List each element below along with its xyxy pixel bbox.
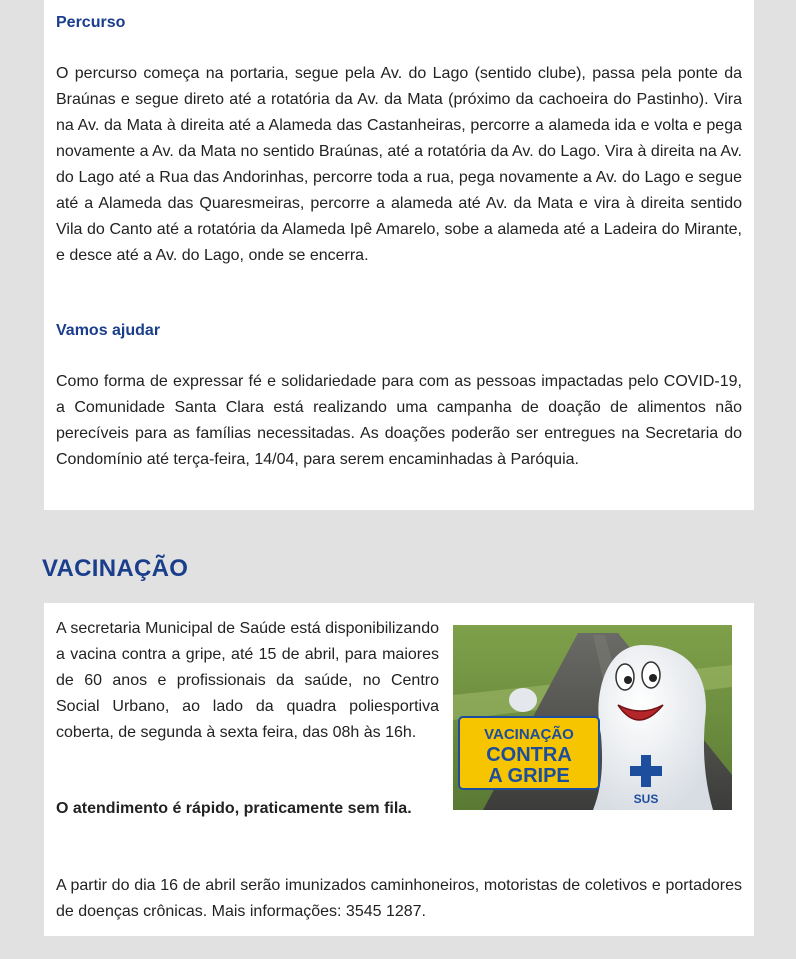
percurso-text: O percurso começa na portaria, segue pela Av. do Lago (sentido clube), passa pela ponte da Braúnas e segue direto até a rotatória da Av. da Mata (próximo da cachoeira do Pastinho). Vira na Av. da Mata à direita até a Alameda das Castanheiras, percorre a alameda ida e volta e pega novamente a Av. da Mata no sentido Braúnas, até a rotatória da Av. do Lago. Vira à direita na Av. do Lago até a Rua das Andorinhas, percorre toda a rua, pega novamente a Av. do Lago e segue até a Alameda das Quaresmeiras, percorre a alameda até Av. da Mata e vira à direita sentido Vila do Canto até a rotatória da Alameda Ipê Amarelo, sobe a alameda até a Ladeira do Mirante, e desce até a Av. do Lago, onde se encerra. <box>56 65 742 264</box>
vacinacao-section-title: VACINAÇÃO <box>42 555 189 582</box>
percurso-heading: Percurso <box>56 14 126 31</box>
vacinacao-bold-note: O atendimento é rápido, praticamente sem fila. <box>56 800 412 817</box>
vamos-ajudar-heading: Vamos ajudar <box>56 322 161 339</box>
vamos-ajudar-text: Como forma de expressar fé e solidariedade para com as pessoas impactadas pelo COVID-19, a Comunidade Santa Clara está realizando uma campanha de doação de alimentos não perecíveis para as famílias necessitadas. As doações poderão ser entregues na Secretaria do Condomínio até terça-feira, 14/04, para serem encaminhadas à Paróquia. <box>56 373 742 468</box>
sign-line-3: A GRIPE <box>488 765 570 787</box>
sus-label: SUS <box>633 792 659 806</box>
vacinacao-intro-text: A secretaria Municipal de Saúde está disponibilizando a vacina contra a gripe, até 15 de abril, para maiores de 60 anos e profissionais da saúde, no Centro Social Urbano, ao lado da quadra poliesportiva coberta, de segunda à sexta feira, das 08h às 16h. <box>56 620 439 741</box>
vacinacao-footer-text: A partir do dia 16 de abril serão imunizados caminhoneiros, motoristas de coletivos e portadores de doenças crônicas. Mais informações: 3545 1287. <box>56 877 742 920</box>
sign-line-2: CONTRA <box>486 744 572 766</box>
vaccination-campaign-image <box>453 625 732 810</box>
sign-line-1: VACINAÇÃO <box>484 726 574 743</box>
content-card-percurso <box>44 0 754 510</box>
content-card-vacinacao <box>44 603 754 936</box>
